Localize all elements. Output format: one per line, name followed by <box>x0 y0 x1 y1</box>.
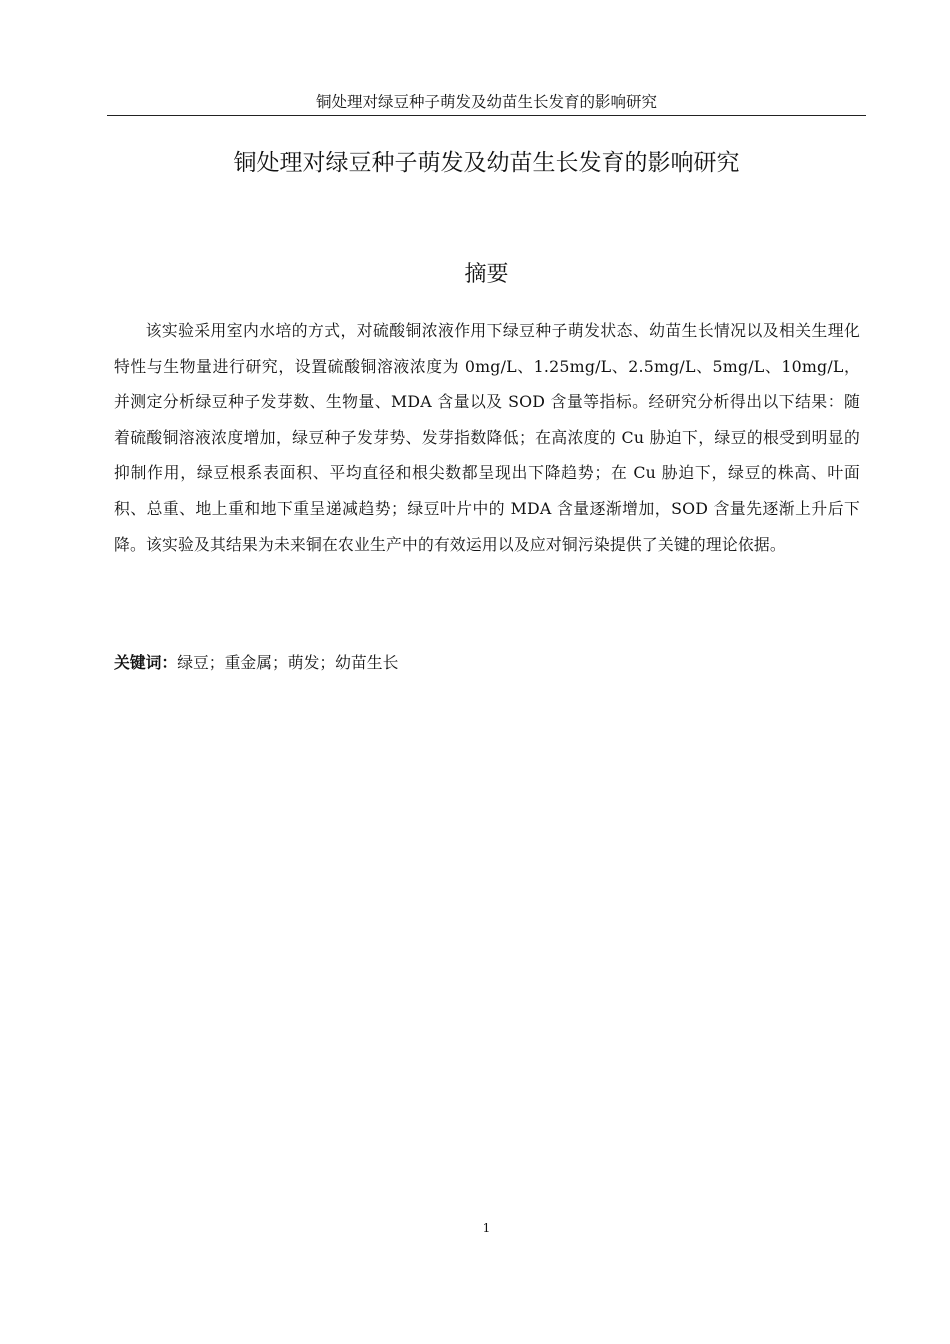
page-number: 1 <box>482 1221 491 1235</box>
abstract-heading: 摘要 <box>464 262 509 287</box>
abstract-body: 该实验采用室内水培的方式，对硫酸铜浓液作用下绿豆种子萌发状态、幼苗生长情况以及相关生理化特性与生物量进行研究，设置硫酸铜溶液浓度为 0mg/L、1.25mg/L、2.5mg/L、5mg/L、10mg/L，并测定分析绿豆种子发芽数、生物量、MDA 含量以及 SOD 含量等指标。经研究分析得出以下结果：随着硫酸铜溶液浓度增加，绿豆种子发芽势、发芽指数降低；在高浓度的 Cu 胁迫下，绿豆的根受到明显的抑制作用，绿豆根系表面积、平均直径和根尖数都呈现出下降趋势；在 Cu 胁迫下，绿豆的株高、叶面积、总重、地上重和地下重呈递减趋势；绿豆叶片中的 MDA 含量逐渐增加，SOD 含量先逐渐上升后下降。该实验及其结果为未来铜在农业生产中的有效运用以及应对铜污染提供了关键的理论依据。 <box>114 321 860 554</box>
document-title: 铜处理对绿豆种子萌发及幼苗生长发育的影响研究 <box>233 150 740 176</box>
keywords-text: 绿豆；重金属；萌发；幼苗生长 <box>177 653 399 672</box>
running-header: 铜处理对绿豆种子萌发及幼苗生长发育的影响研究 <box>315 93 657 111</box>
keywords-line <box>114 647 860 679</box>
header-rule <box>107 115 866 116</box>
keywords-label: 关键词： <box>114 653 178 672</box>
